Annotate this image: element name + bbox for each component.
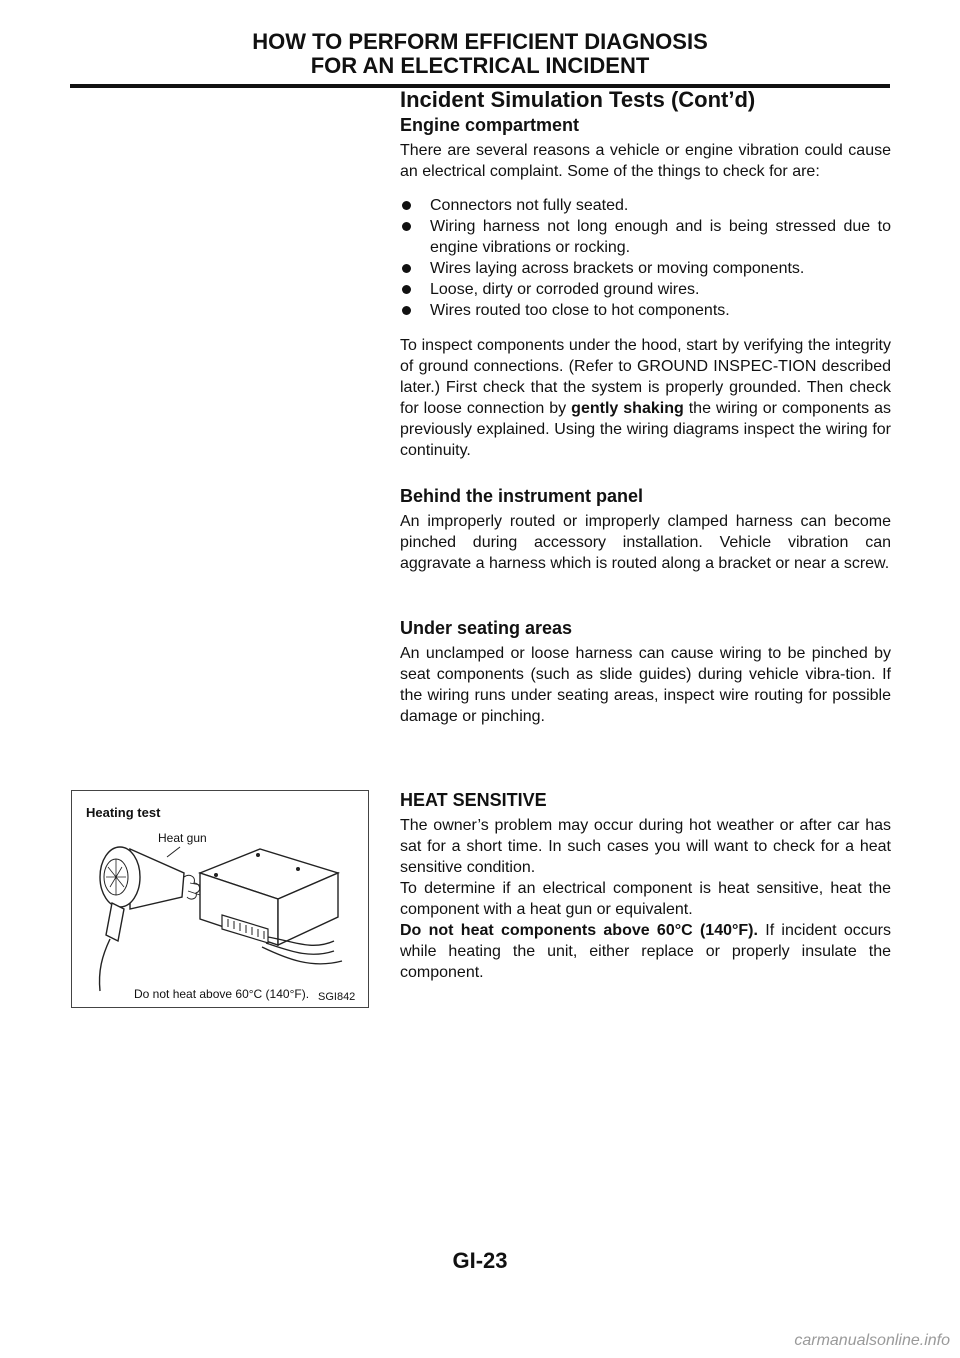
- heat-heading: HEAT SENSITIVE: [400, 790, 547, 810]
- page-number: GI-23: [452, 1248, 508, 1273]
- engine-intro: There are several reasons a vehicle or engine vibration could cause an electrical complaint. Some of the things to check for are:: [400, 142, 891, 180]
- header-title-line2: FOR AN ELECTRICAL INCIDENT: [310, 53, 650, 78]
- section-title: Incident Simulation Tests (Cont’d): [400, 87, 756, 112]
- bullet-icon: [402, 285, 411, 294]
- heat-section: [400, 815, 891, 983]
- instrument-text: An improperly routed or improperly clamped harness can become pinched during accessory installation. Vehicle vibration can aggravate a harness which is routed along a bracket or near a screw.: [400, 513, 891, 572]
- heating-test-figure: [71, 790, 369, 1008]
- list-item: Loose, dirty or corroded ground wires.: [400, 279, 891, 300]
- list-item: Wires laying across brackets or moving components.: [400, 258, 891, 279]
- bullet-icon: [402, 306, 411, 315]
- seating-text: An unclamped or loose harness can cause wiring to be pinched by seat components (such as slide guides) during vehicle vibra-tion. If the wiring runs under seating areas, inspect wire routing for possible damage or pinching.: [400, 645, 891, 725]
- heat-gun-illustration: [72, 791, 368, 1007]
- figure-title: Heating test: [86, 805, 161, 820]
- gently-shaking-emphasis: gently shaking: [571, 400, 684, 417]
- list-item: Connectors not fully seated.: [400, 195, 891, 216]
- bullet-icon: [402, 264, 411, 273]
- heat-text-1: The owner’s problem may occur during hot weather or after car has sat for a short time. In such cases you will want to check for a heat sensitive condition.: [400, 817, 891, 876]
- engine-heading: Engine compartment: [400, 115, 580, 135]
- bullet-icon: [402, 222, 411, 231]
- engine-section: [400, 140, 891, 461]
- bullet-icon: [402, 201, 411, 210]
- figure-caption: Do not heat above 60°C (140°F).: [134, 987, 310, 1001]
- engine-paragraph: To inspect components under the hood, start by verifying the integrity of ground connections. (Refer to GROUND INSPEC-TION described later.) First check that the system is properly grounded. Then check for loose connection by gently shaking the wiring or components as previously explained. Using the wiring diagrams inspect the wiring for continuity.: [400, 337, 892, 459]
- list-item: Wiring harness not long enough and is being stressed due to engine vibrations or rocking.: [400, 216, 891, 258]
- heat-warning: Do not heat components above 60°C (140°F). If incident occurs while heating the unit, either replace or properly insulate the component.: [400, 922, 892, 981]
- heat-text-2: To determine if an electrical component is heat sensitive, heat the component with a heat gun or equivalent.: [400, 880, 891, 918]
- engine-bullet-list: [400, 195, 891, 321]
- list-item: Wires routed too close to hot components.: [400, 300, 891, 321]
- header-title-line1: HOW TO PERFORM EFFICIENT DIAGNOSIS: [252, 29, 708, 54]
- heat-warning-bold: Do not heat components above 60°C (140°F).: [400, 922, 758, 939]
- instrument-heading: Behind the instrument panel: [400, 486, 644, 506]
- heat-gun-label: Heat gun: [158, 831, 207, 845]
- seating-heading: Under seating areas: [400, 618, 573, 638]
- watermark: carmanualsonline.info: [794, 1332, 950, 1349]
- figure-code: SGI842: [318, 991, 356, 1003]
